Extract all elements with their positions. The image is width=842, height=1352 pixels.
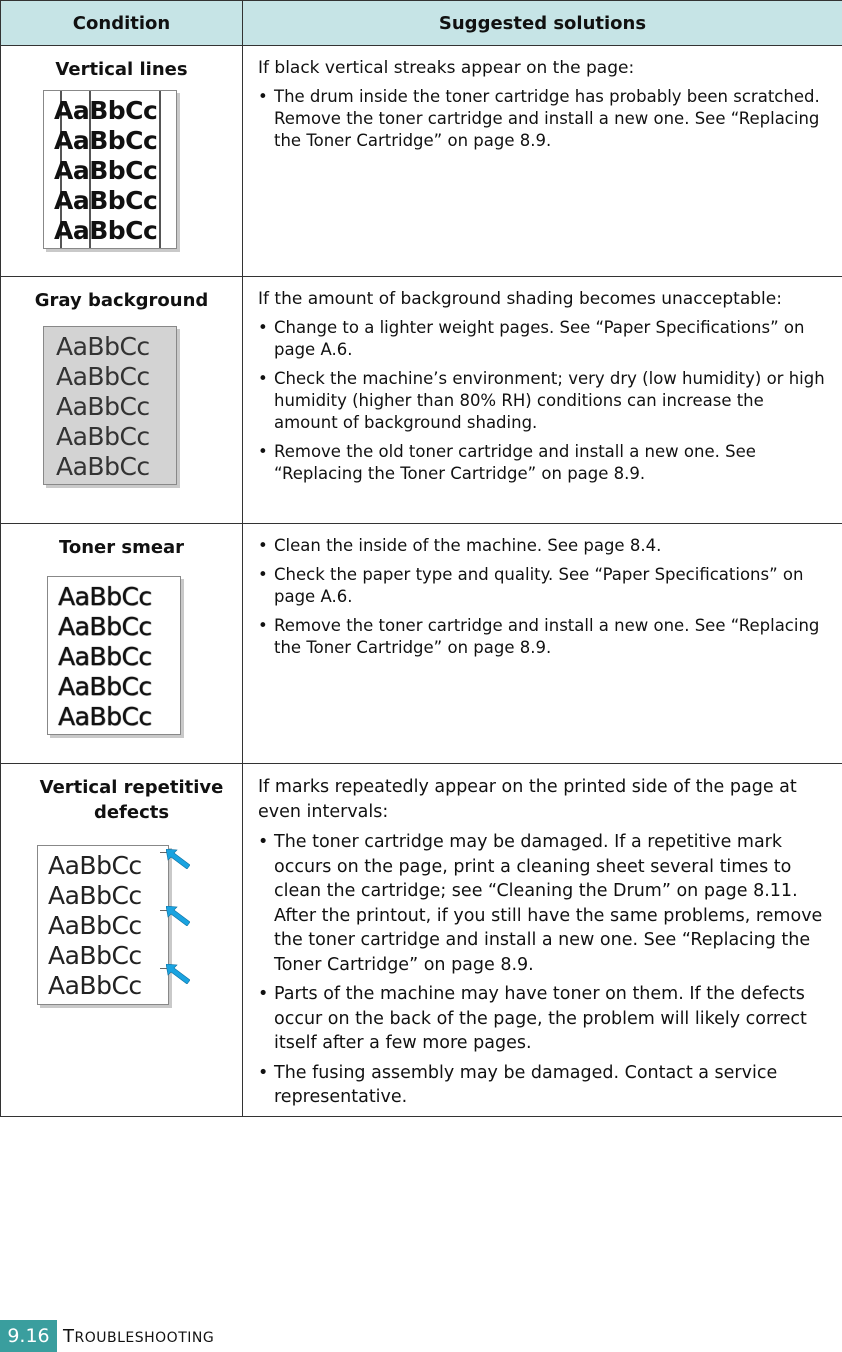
- sample-text: AaBbCc: [58, 702, 152, 731]
- solution-item: • Remove the toner cartridge and install a new one. See “Replacing the Toner Cartridge” on page 8.9.: [258, 615, 828, 659]
- page-number: 9.16: [0, 1320, 57, 1352]
- sample-text: AaBbCc: [56, 332, 150, 361]
- sample-text: AaBbCc: [56, 422, 150, 451]
- arrow-icon: [166, 849, 190, 869]
- condition-label: Vertical lines: [55, 59, 188, 80]
- sample-text: AaBbCc: [56, 452, 150, 481]
- sample-text: AaBbCc: [54, 216, 158, 245]
- condition-label: Toner smear: [58, 537, 185, 558]
- page-footer: [0, 1320, 842, 1352]
- sample-text: AaBbCc: [48, 881, 142, 910]
- solution-item: • The drum inside the toner cartridge has probably been scratched. Remove the toner cartridge and install a new one. See “Replacing the Toner Cartridge” on page 8.9.: [258, 86, 828, 152]
- table-header-row: [1, 1, 842, 46]
- table-row: [1, 277, 842, 524]
- toner-smear-sample-image: [1, 568, 242, 733]
- solution-item: • Parts of the machine may have toner on them. If the defects occur on the back of the page, the problem will likely correct itself after a few more pages.: [258, 982, 828, 1056]
- solution-list: [258, 535, 828, 659]
- condition-cell: [1, 277, 243, 524]
- repetitive-defects-sample-image: [1, 833, 242, 998]
- solution-item: • The toner cartridge may be damaged. If a repetitive mark occurs on the page, print a cleaning sheet several times to clean the cartridge; see “Cleaning the Drum” on page 8.11. After the printout, if you still have the same problems, remove the toner cartridge and install a new one. See “Replacing the Toner Cartridge” on page 8.9.: [258, 830, 828, 977]
- solution-list: [258, 830, 828, 1110]
- solution-item: • Check the machine’s environment; very dry (low humidity) or high humidity (higher than 80% RH) conditions can increase the amount of background shading.: [258, 368, 828, 434]
- sample-text: AaBbCc: [48, 971, 142, 1000]
- sample-text: AaBbCc: [54, 186, 158, 215]
- table-row: [1, 524, 842, 764]
- sample-text: AaBbCc: [54, 96, 158, 125]
- gray-background-sample-image: [1, 321, 242, 486]
- solution-cell: [243, 524, 842, 764]
- solution-cell: [243, 277, 842, 524]
- solution-intro: If the amount of background shading becomes unacceptable:: [258, 289, 782, 309]
- sample-text: AaBbCc: [48, 851, 142, 880]
- table-row: [1, 46, 842, 277]
- sample-text: AaBbCc: [48, 911, 142, 940]
- sample-text: AaBbCc: [54, 126, 158, 155]
- sample-text: AaBbCc: [58, 642, 152, 671]
- header-solutions: Suggested solutions: [243, 1, 842, 46]
- sample-text: AaBbCc: [56, 362, 150, 391]
- condition-cell: [1, 46, 243, 277]
- table-row: [1, 764, 842, 1117]
- section-title-rest: ROUBLESHOOTING: [74, 1330, 215, 1346]
- section-title: [63, 1326, 214, 1347]
- solution-list: [258, 86, 828, 152]
- sample-text: AaBbCc: [58, 672, 152, 701]
- arrow-icon: [166, 964, 190, 984]
- solution-intro: If black vertical streaks appear on the page:: [258, 58, 635, 78]
- vertical-lines-sample-image: [1, 90, 242, 250]
- condition-cell: [1, 524, 243, 764]
- sample-text: AaBbCc: [54, 156, 158, 185]
- condition-label: Vertical repetitive defects: [39, 777, 224, 823]
- arrow-icon: [166, 906, 190, 926]
- solution-item: • Check the paper type and quality. See “Paper Specifications” on page A.6.: [258, 564, 828, 608]
- section-title-initial: T: [63, 1326, 75, 1347]
- solution-item: • Clean the inside of the machine. See page 8.4.: [258, 535, 828, 557]
- solution-cell: [243, 46, 842, 277]
- sample-text: AaBbCc: [58, 612, 152, 641]
- solution-item: • Change to a lighter weight pages. See “Paper Specifications” on page A.6.: [258, 317, 828, 361]
- condition-label: Gray background: [34, 290, 209, 311]
- sample-text: AaBbCc: [58, 582, 152, 611]
- solution-cell: [243, 764, 842, 1117]
- solution-intro: If marks repeatedly appear on the printed side of the page at even intervals:: [258, 777, 797, 822]
- condition-cell: [1, 764, 243, 1117]
- solution-item: • The fusing assembly may be damaged. Contact a service representative.: [258, 1061, 828, 1110]
- solution-list: [258, 317, 828, 485]
- sample-text: AaBbCc: [48, 941, 142, 970]
- sample-text: AaBbCc: [56, 392, 150, 421]
- header-condition: Condition: [1, 1, 243, 46]
- solution-item: • Remove the old toner cartridge and install a new one. See “Replacing the Toner Cartridge” on page 8.9.: [258, 441, 828, 485]
